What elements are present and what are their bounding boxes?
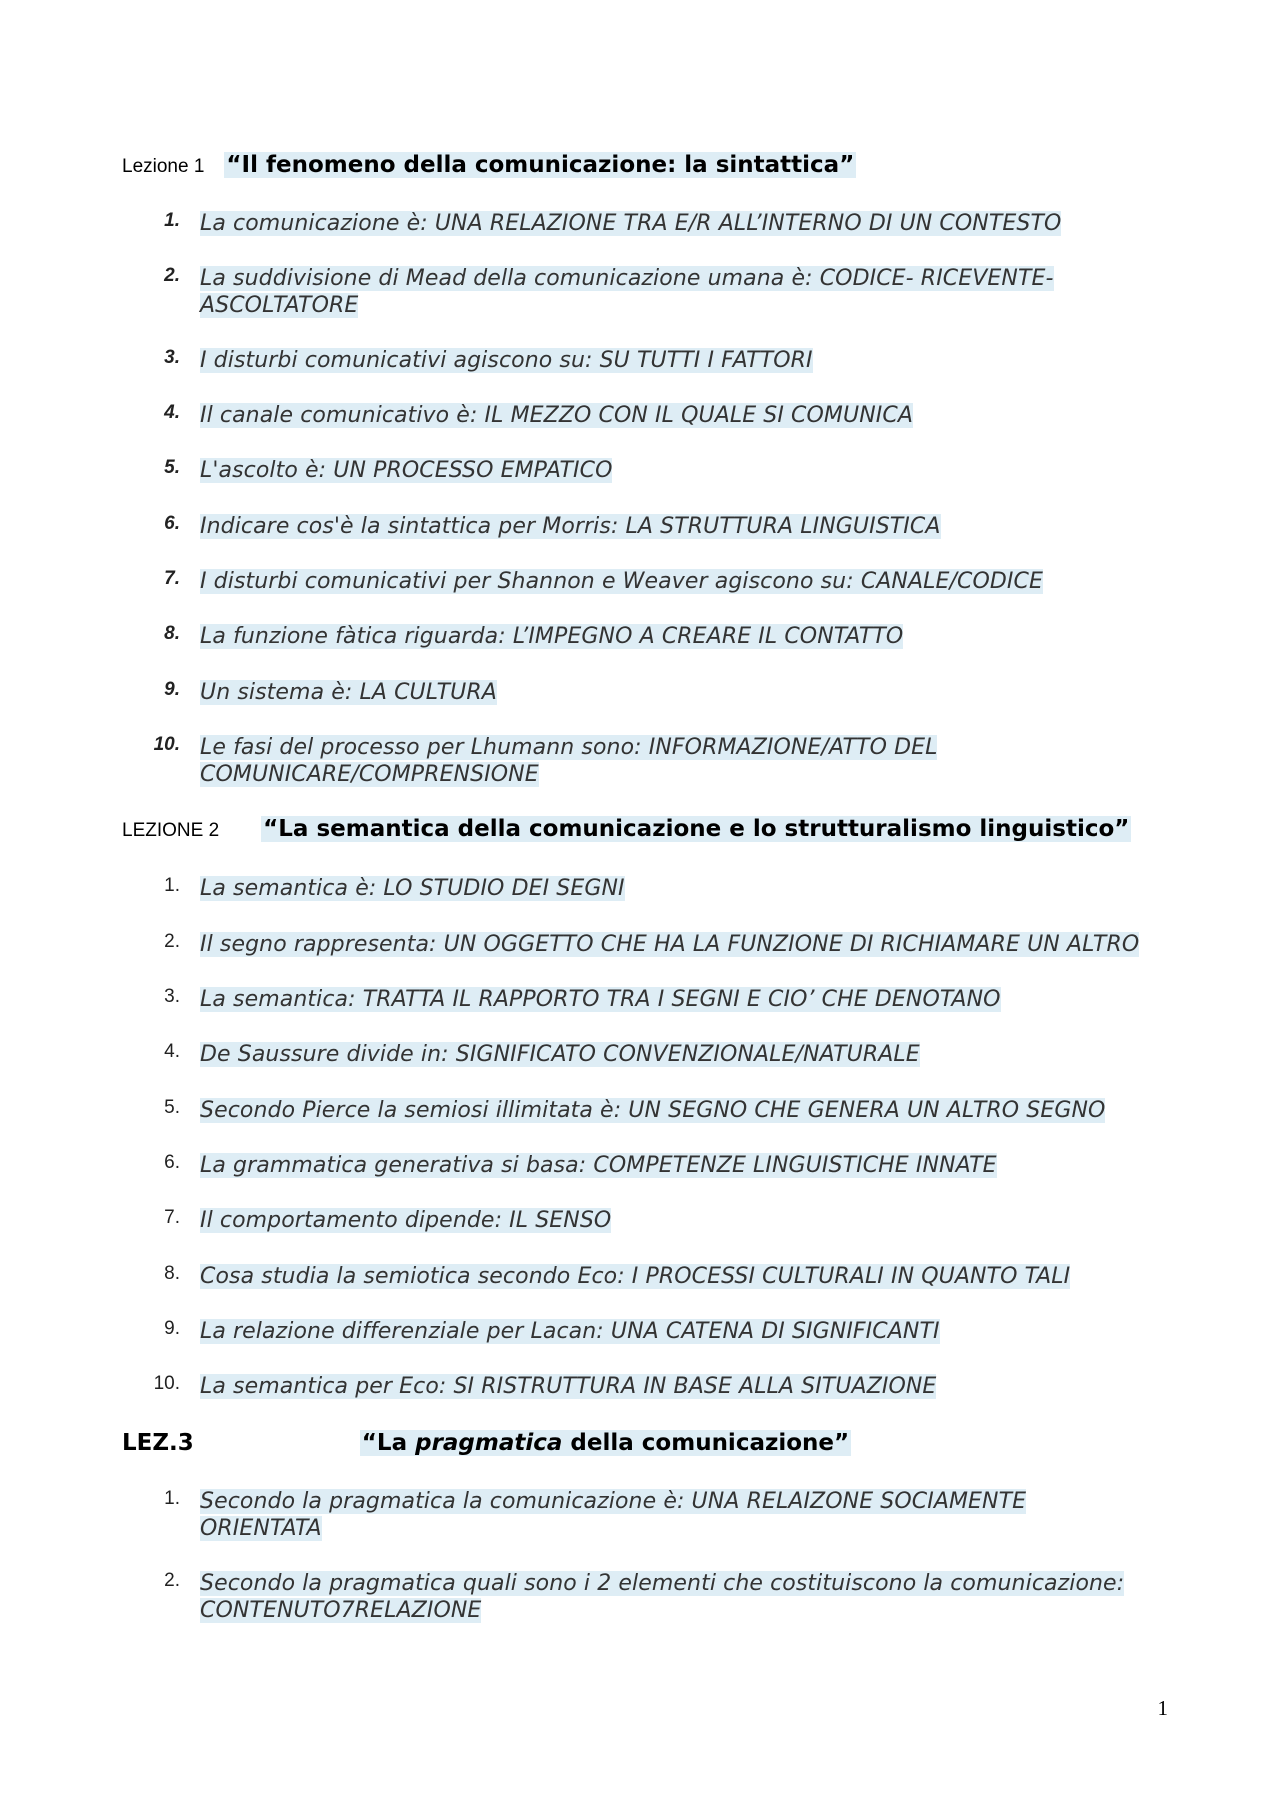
lesson-2-title: “La semantica della comunicazione e lo strutturalismo linguistico” <box>263 816 1130 842</box>
lesson-3-title-pre: “La <box>361 1430 416 1456</box>
item-text: La semantica per Eco: SI RISTRUTTURA IN BASE ALLA SITUAZIONE <box>200 1374 937 1399</box>
item-number: 10. <box>153 734 180 755</box>
item-text: La comunicazione è: UNA RELAZIONE TRA E/R ALL’INTERNO DI UN CONTESTO <box>200 211 1062 236</box>
lesson-3-heading <box>122 1430 851 1456</box>
item-text-continued: ORIENTATA <box>200 1516 322 1541</box>
item-number: 1. <box>164 210 180 231</box>
item-number: 1. <box>164 1488 180 1509</box>
item-text: Il comportamento dipende: IL SENSO <box>200 1208 612 1233</box>
item-number: 5. <box>164 457 180 478</box>
item-number: 1. <box>164 875 180 896</box>
lesson-2-heading <box>122 816 1131 842</box>
item-text: Secondo Pierce la semiosi illimitata è: UN SEGNO CHE GENERA UN ALTRO SEGNO <box>200 1098 1106 1123</box>
page-number: 1 <box>1157 1696 1168 1720</box>
item-text: La funzione fàtica riguarda: L’IMPEGNO A CREARE IL CONTATTO <box>200 624 904 649</box>
item-number: 2. <box>164 265 180 286</box>
lesson-3-title <box>360 1430 851 1456</box>
item-number: 4. <box>164 402 180 423</box>
item-number: 7. <box>164 1207 180 1228</box>
item-number: 7. <box>164 568 180 589</box>
item-text: L'ascolto è: UN PROCESSO EMPATICO <box>200 458 613 483</box>
lesson-3-title-emphasis: pragmatica <box>415 1430 563 1456</box>
item-text: Secondo la pragmatica quali sono i 2 elementi che costituiscono la comunicazione: <box>200 1571 1125 1596</box>
item-number: 8. <box>164 623 180 644</box>
item-text: La semantica è: LO STUDIO DEI SEGNI <box>200 876 625 901</box>
item-number: 6. <box>164 513 180 534</box>
item-number: 6. <box>164 1152 180 1173</box>
item-number: 3. <box>164 986 180 1007</box>
item-text: La grammatica generativa si basa: COMPETENZE LINGUISTICHE INNATE <box>200 1153 997 1178</box>
item-text-continued: COMUNICARE/COMPRENSIONE <box>200 762 539 787</box>
item-text: Il canale comunicativo è: IL MEZZO CON IL QUALE SI COMUNICA <box>200 403 913 428</box>
item-number: 9. <box>164 1318 180 1339</box>
item-text: La suddivisione di Mead della comunicazione umana è: CODICE- RICEVENTE- <box>200 266 1054 291</box>
lesson-1-label: Lezione 1 <box>122 156 205 177</box>
item-text: La semantica: TRATTA IL RAPPORTO TRA I SEGNI E CIO’ CHE DENOTANO <box>200 987 1001 1012</box>
item-text: Un sistema è: LA CULTURA <box>200 680 497 705</box>
item-text: Cosa studia la semiotica secondo Eco: I PROCESSI CULTURALI IN QUANTO TALI <box>200 1264 1071 1289</box>
lesson-3-label: LEZ.3 <box>122 1430 194 1456</box>
item-text: Indicare cos'è la sintattica per Morris: LA STRUTTURA LINGUISTICA <box>200 514 941 539</box>
lesson-1-title: “Il fenomeno della comunicazione: la sintattica” <box>226 152 855 178</box>
item-number: 9. <box>164 679 180 700</box>
item-number: 2. <box>164 1570 180 1591</box>
item-text-continued: ASCOLTATORE <box>200 293 359 318</box>
item-text: Le fasi del processo per Lhumann sono: INFORMAZIONE/ATTO DEL <box>200 735 938 760</box>
item-text: Secondo la pragmatica la comunicazione è: UNA RELAIZONE SOCIAMENTE <box>200 1489 1027 1514</box>
item-number: 3. <box>164 347 180 368</box>
lesson-2-label: LEZIONE 2 <box>122 820 220 841</box>
lesson-1-heading <box>122 152 856 178</box>
item-text: I disturbi comunicativi agiscono su: SU TUTTI I FATTORI <box>200 348 813 373</box>
item-number: 10. <box>153 1373 180 1394</box>
item-text: La relazione differenziale per Lacan: UNA CATENA DI SIGNIFICANTI <box>200 1319 940 1344</box>
item-text-continued: CONTENUTO7RELAZIONE <box>200 1598 482 1623</box>
lesson-3-title-post: della comunicazione” <box>562 1430 850 1456</box>
item-number: 2. <box>164 931 180 952</box>
item-number: 4. <box>164 1041 180 1062</box>
item-text: De Saussure divide in: SIGNIFICATO CONVENZIONALE/NATURALE <box>200 1042 920 1067</box>
item-number: 8. <box>164 1263 180 1284</box>
item-text: I disturbi comunicativi per Shannon e Weaver agiscono su: CANALE/CODICE <box>200 569 1043 594</box>
item-text: Il segno rappresenta: UN OGGETTO CHE HA LA FUNZIONE DI RICHIAMARE UN ALTRO <box>200 932 1140 957</box>
item-number: 5. <box>164 1097 180 1118</box>
